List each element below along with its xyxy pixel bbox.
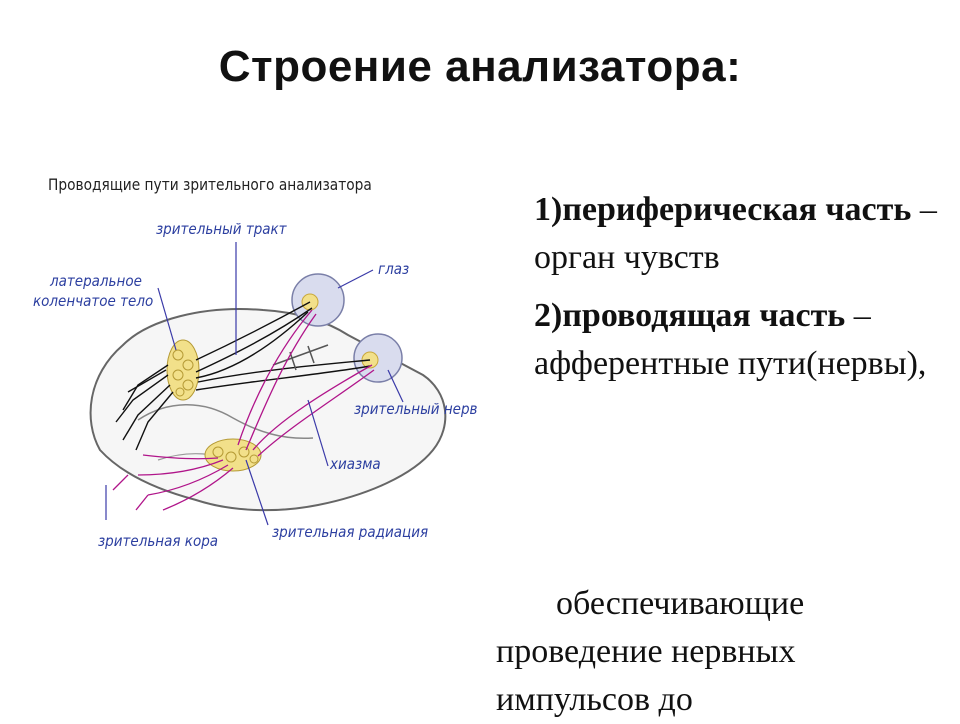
part-1-heading: 1)периферическая часть (534, 191, 912, 228)
part-1-paragraph (534, 186, 954, 282)
lgn-body (167, 340, 199, 400)
analyzer-parts-text (534, 186, 954, 388)
part-2-heading: 2)проводящая часть (534, 297, 846, 334)
continuation-line-2: проведение нервных (496, 633, 796, 670)
continuation-line-1: обеспечивающие (556, 585, 805, 622)
slide-title: Строение анализатора: (218, 42, 742, 91)
label-lgn-line1: латеральное (50, 272, 142, 290)
label-lgn-line2: коленчатое тело (33, 292, 154, 310)
label-eye: глаз (378, 260, 410, 278)
label-chiasm: хиазма (330, 455, 381, 473)
diagram-caption: Проводящие пути зрительного анализатора (48, 175, 372, 194)
continuation-line-3: импульсов до (496, 681, 693, 718)
label-visual-cortex: зрительная кора (98, 532, 219, 550)
visual-pathway-diagram (28, 160, 518, 580)
label-optic-nerve: зрительный нерв (354, 400, 478, 418)
part-1-description: –орган чувств (534, 191, 937, 276)
radiation-nuclei (205, 439, 261, 471)
label-optic-tract: зрительный тракт (156, 220, 287, 238)
part-2-paragraph (534, 292, 954, 388)
label-optic-radiation: зрительная радиация (272, 523, 429, 541)
continuation-text (496, 580, 956, 724)
part-2-description: – афферентные пути(нервы), (534, 297, 927, 382)
